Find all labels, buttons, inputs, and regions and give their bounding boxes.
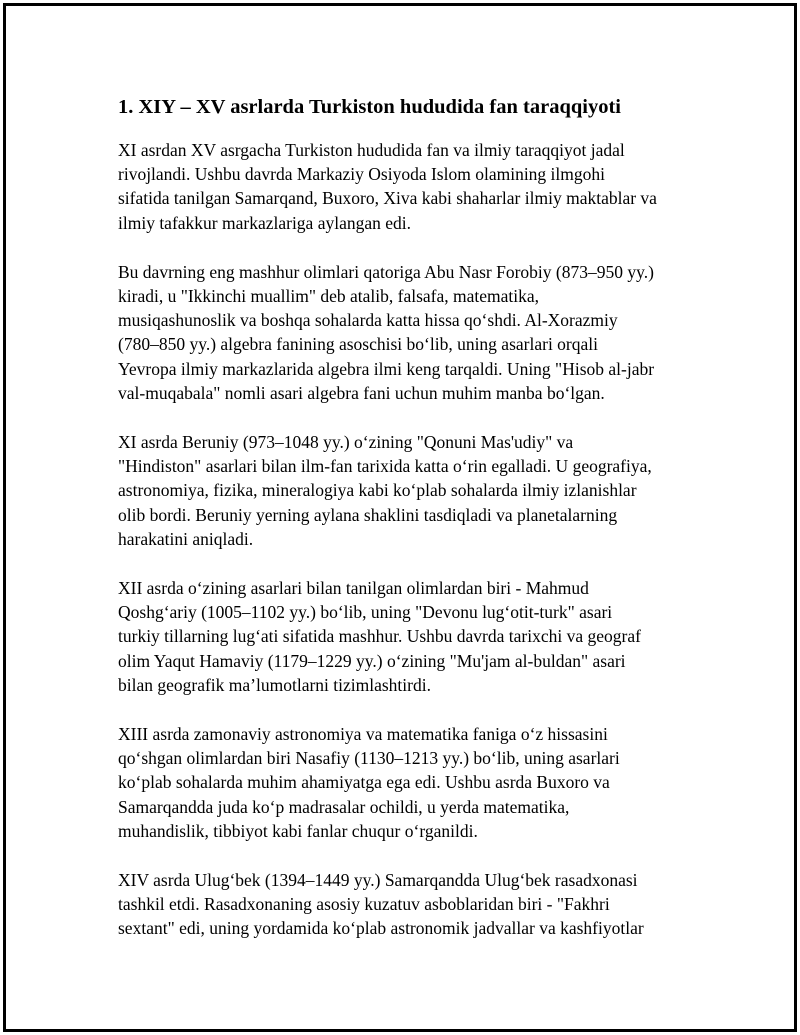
paragraph-3 xyxy=(118,430,698,551)
paragraph-line: (780–850 yy.) algebra fanining asoschisi bo‘lib, uning asarlari orqali xyxy=(118,334,598,355)
paragraph-line: olib bordi. Beruniy yerning aylana shaklini tasdiqladi va planetalarning xyxy=(118,504,618,525)
paragraph-line: val-muqabala" nomli asari algebra fani uchun muhim manba bo‘lgan. xyxy=(118,382,605,403)
paragraph-line: muhandislik, tibbiyot kabi fanlar chuqur o‘rganildi. xyxy=(118,820,478,841)
paragraph-line: kiradi, u "Ikkinchi muallim" deb atalib, falsafa, matematika, xyxy=(118,286,540,307)
paragraph-line: bilan geografik ma’lumotlarni tizimlashtirdi. xyxy=(118,674,431,695)
paragraph-line: qo‘shgan olimlardan biri Nasafiy (1130–1213 yy.) bo‘lib, uning asarlari xyxy=(118,748,620,769)
paragraph-line: olim Yaqut Hamaviy (1179–1229 yy.) o‘zining "Mu'jam al-buldan" asari xyxy=(118,650,626,671)
paragraph-line: musiqashunoslik va boshqa sohalarda katta hissa qo‘shdi. Al-Xorazmiy xyxy=(118,310,618,331)
paragraph-1 xyxy=(118,138,698,235)
paragraph-2 xyxy=(118,260,698,405)
paragraph-line: tashkil etdi. Rasadxonaning asosiy kuzatuv asboblaridan biri - "Fakhri xyxy=(118,894,610,915)
paragraph-line: "Hindiston" asarlari bilan ilm-fan tarixida katta o‘rin egalladi. U geografiya, xyxy=(118,456,652,477)
paragraph-line: rivojlandi. Ushbu davrda Markaziy Osiyoda Islom olamining ilmgohi xyxy=(118,164,606,185)
paragraph-line: Samarqandda juda ko‘p madrasalar ochildi, u yerda matematika, xyxy=(118,796,570,817)
paragraph-line: XIV asrda Ulug‘bek (1394–1449 yy.) Samarqandda Ulug‘bek rasadxonasi xyxy=(118,870,638,891)
paragraph-line: ko‘plab sohalarda muhim ahamiyatga ega edi. Ushbu asrda Buxoro va xyxy=(118,772,610,793)
document-body xyxy=(118,94,698,966)
paragraph-line: ilmiy tafakkur markazlariga aylangan edi. xyxy=(118,212,411,233)
paragraph-4 xyxy=(118,576,698,697)
paragraph-line: Bu davrning eng mashhur olimlari qatoriga Abu Nasr Forobiy (873–950 yy.) xyxy=(118,261,654,282)
paragraph-line: Qoshg‘ariy (1005–1102 yy.) bo‘lib, uning "Devonu lug‘otit-turk" asari xyxy=(118,602,613,623)
paragraph-line: sifatida tanilgan Samarqand, Buxoro, Xiva kabi shaharlar ilmiy maktablar va xyxy=(118,188,657,209)
paragraph-line: harakatini aniqladi. xyxy=(118,528,254,549)
paragraph-line: turkiy tillarning lug‘ati sifatida mashhur. Ushbu davrda tarixchi va geograf xyxy=(118,626,641,647)
paragraph-6 xyxy=(118,868,698,941)
paragraph-line: XII asrda o‘zining asarlari bilan tanilgan olimlardan biri - Mahmud xyxy=(118,578,589,599)
paragraph-line: XI asrdan XV asrgacha Turkiston hududida fan va ilmiy taraqqiyot jadal xyxy=(118,140,625,160)
paragraph-line: XIII asrda zamonaviy astronomiya va matematika faniga o‘z hissasini xyxy=(118,724,608,745)
paragraph-line: Yevropa ilmiy markazlarida algebra ilmi keng tarqaldi. Uning "Hisob al-jabr xyxy=(118,358,655,379)
paragraph-line: XI asrda Beruniy (973–1048 yy.) o‘zining "Qonuni Mas'udiy" va xyxy=(118,432,574,453)
paragraph-line: sextant" edi, uning yordamida ko‘plab astronomik jadvallar va kashfiyotlar xyxy=(118,918,644,939)
paragraph-line: astronomiya, fizika, mineralogiya kabi ko‘plab sohalarda ilmiy izlanishlar xyxy=(118,480,637,501)
paragraph-5 xyxy=(118,722,698,843)
document-title: 1. XIY – XV asrlarda Turkiston hududida fan taraqqiyoti xyxy=(118,96,621,118)
